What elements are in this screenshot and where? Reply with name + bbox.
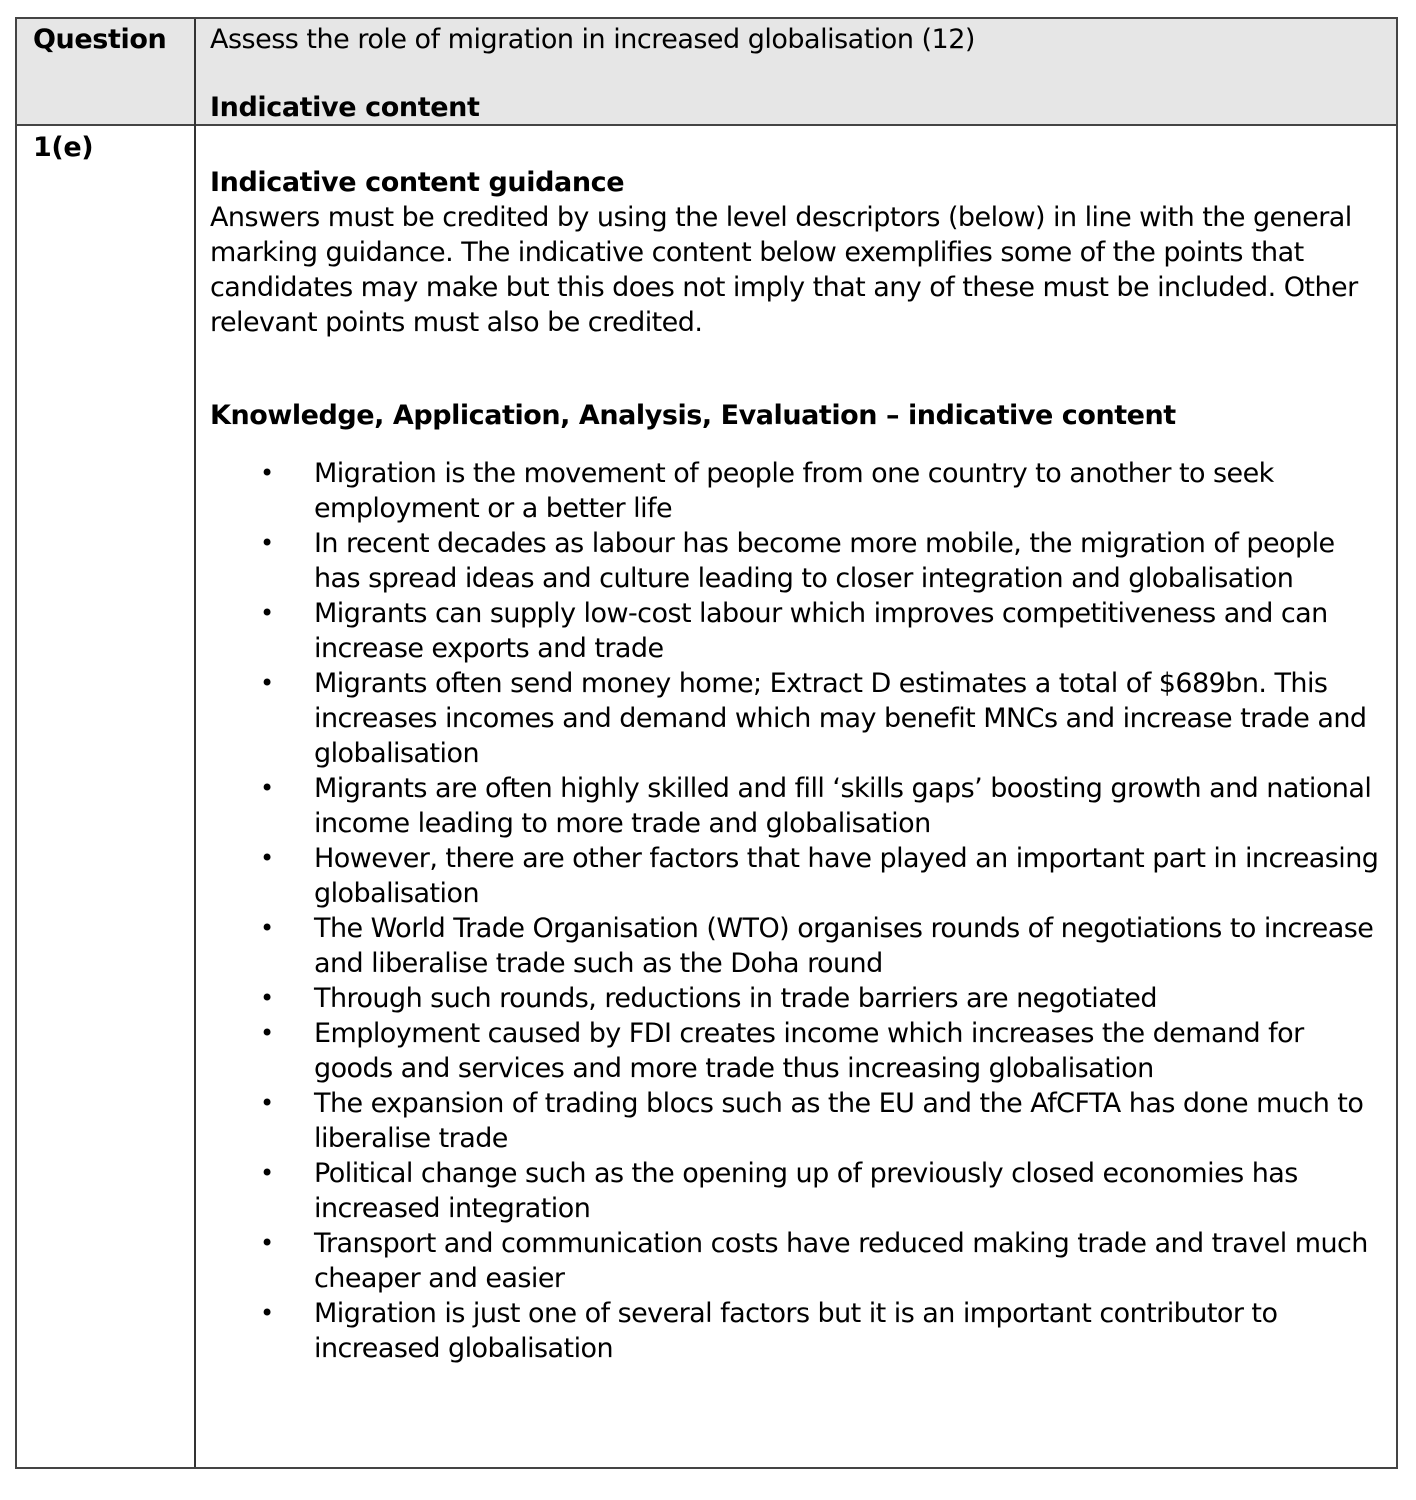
mark-scheme-table xyxy=(15,17,1398,1469)
list-item: • Employment caused by FDI creates income which increases the demand for goods and services and more trade thus increasing globalisation xyxy=(260,1018,1304,1084)
bullet-icon: • xyxy=(260,1159,274,1187)
list-item: • Migrants can supply low-cost labour which improves competitiveness and can increase exports and trade xyxy=(260,598,1328,664)
bullet-icon: • xyxy=(260,984,274,1012)
column-divider xyxy=(194,19,196,1467)
list-item: • Transport and communication costs have reduced making trade and travel much cheaper and easier xyxy=(260,1228,1368,1294)
guidance-text: Answers must be credited by using the level descriptors (below) in line with the general marking guidance. The indicative content below exemplifies some of the points that candidates may make but this does not imply that any of these must be included. Other relevant points must also be credited. xyxy=(210,202,1358,338)
list-item: • However, there are other factors that have played an important part in increasing globalisation xyxy=(260,843,1379,909)
bullet-icon: • xyxy=(260,1229,274,1257)
list-item: • The expansion of trading blocs such as the EU and the AfCFTA has done much to liberalise trade xyxy=(260,1088,1364,1154)
question-text: Assess the role of migration in increased globalisation (12) xyxy=(210,24,975,55)
guidance-title: Indicative content guidance xyxy=(210,167,625,198)
bullet-icon: • xyxy=(260,1019,274,1047)
section-heading: Knowledge, Application, Analysis, Evaluation – indicative content xyxy=(210,400,1176,431)
list-item: • Migrants are often highly skilled and fill ‘skills gaps’ boosting growth and national income leading to more trade and globalisation xyxy=(260,773,1372,839)
bullet-icon: • xyxy=(260,459,274,487)
question-number: 1(e) xyxy=(33,132,94,163)
list-item: • Migration is the movement of people from one country to another to seek employment or a better life xyxy=(260,458,1274,524)
bullet-icon: • xyxy=(260,669,274,697)
list-item: • Political change such as the opening up of previously closed economies has increased integration xyxy=(260,1158,1298,1224)
bullet-icon: • xyxy=(260,1089,274,1117)
bullet-icon: • xyxy=(260,529,274,557)
answer-cell xyxy=(210,165,1385,1366)
indicative-content-heading: Indicative content xyxy=(210,92,480,123)
bullet-icon: • xyxy=(260,914,274,942)
list-item: • Through such rounds, reductions in trade barriers are negotiated xyxy=(260,983,1157,1014)
list-item: • The World Trade Organisation (WTO) organises rounds of negotiations to increase and liberalise trade such as the Doha round xyxy=(260,913,1374,979)
question-column-label: Question xyxy=(33,24,167,55)
indicative-points-list xyxy=(210,456,1385,1366)
list-item: • Migrants often send money home; Extract D estimates a total of $689bn. This increases incomes and demand which may benefit MNCs and increase trade and globalisation xyxy=(260,668,1367,769)
bullet-icon: • xyxy=(260,599,274,627)
bullet-icon: • xyxy=(260,774,274,802)
list-item: • In recent decades as labour has become more mobile, the migration of people has spread ideas and culture leading to closer integration and globalisation xyxy=(260,528,1335,594)
bullet-icon: • xyxy=(260,1299,274,1327)
list-item: • Migration is just one of several factors but it is an important contributor to increased globalisation xyxy=(260,1298,1278,1364)
bullet-icon: • xyxy=(260,844,274,872)
